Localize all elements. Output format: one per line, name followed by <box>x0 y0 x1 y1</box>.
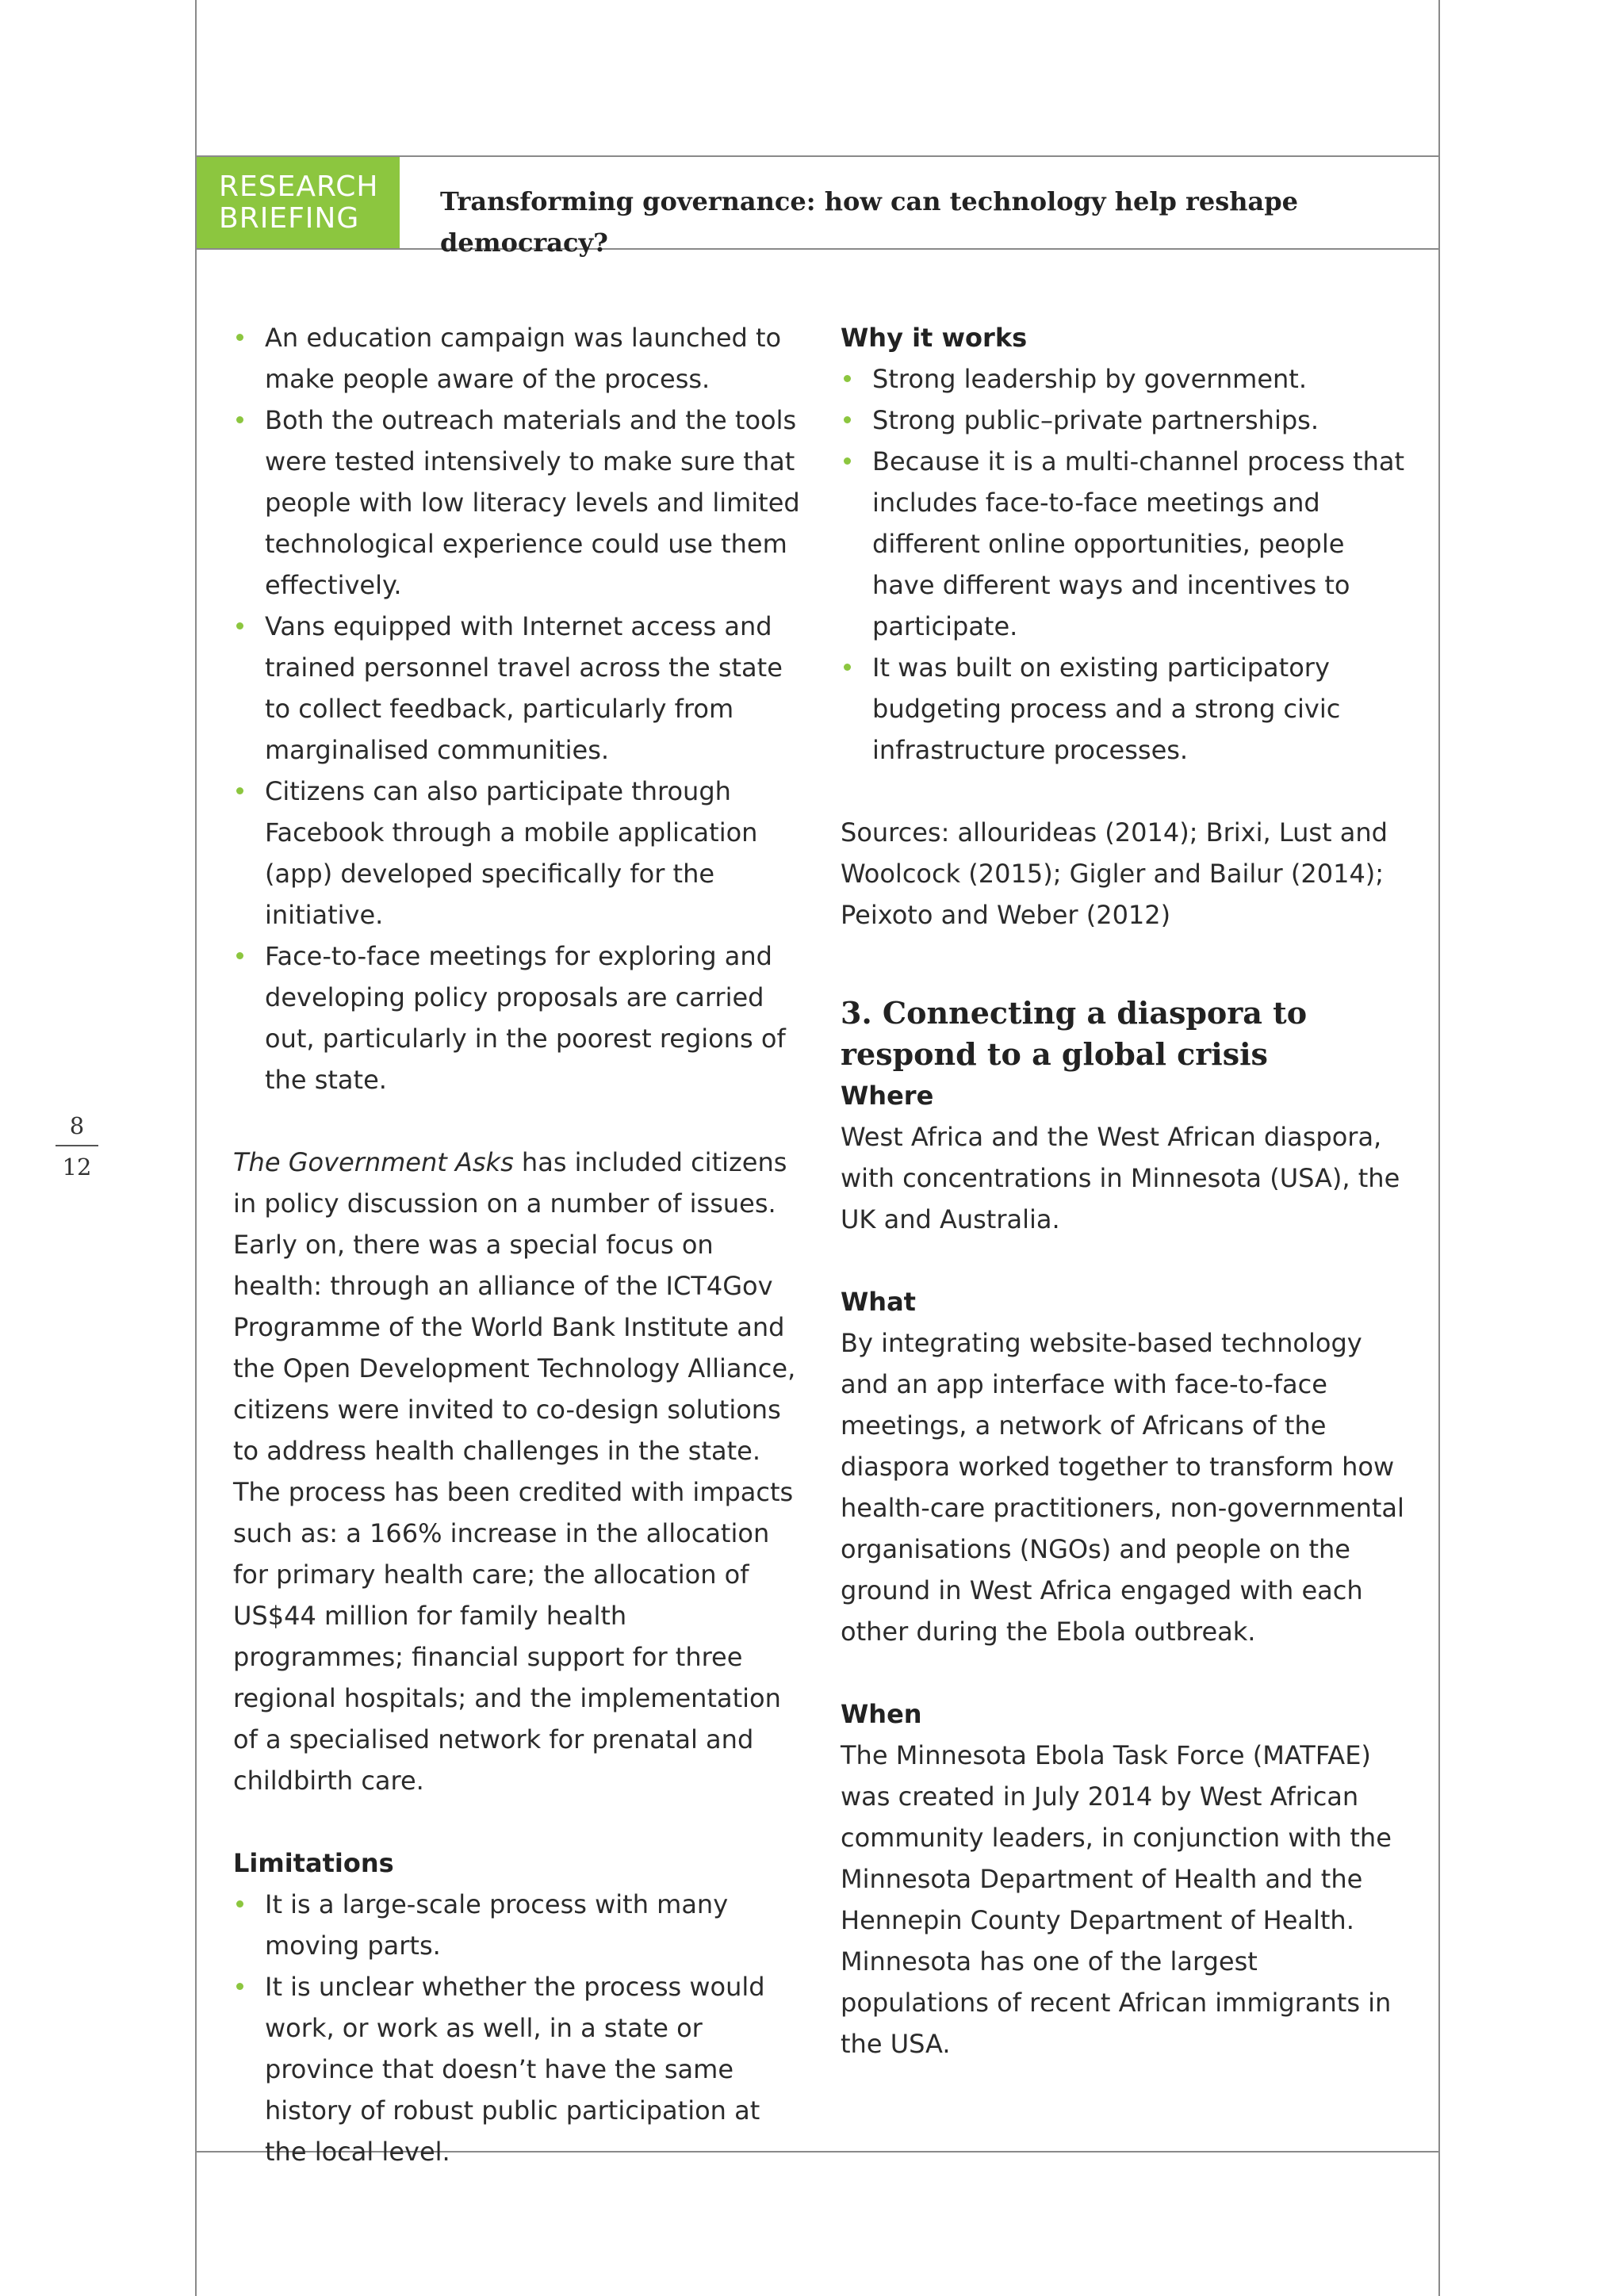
right-column <box>841 317 1411 2064</box>
list-item: Both the outreach materials and the tools were tested intensively to make sure that people with low literacy levels and limited technological experience could use them effectively. <box>233 400 804 606</box>
where-heading: Where <box>841 1081 934 1111</box>
impact-paragraph <box>233 1142 804 1801</box>
what-text: By integrating website-based technology and an app interface with face-to-face meetings, a network of Africans of the diaspora worked together to transform how health-care practitioners, non-governmental organisations (NGOs) and people on the ground in West Africa engaged with each other during the Ebola outbreak. <box>841 1328 1404 1647</box>
initiative-name: The Government Asks <box>233 1147 514 1177</box>
document-title: Transforming governance: how can technology help reshape democracy? <box>440 186 1299 258</box>
process-bullet-list <box>233 317 804 1100</box>
current-page: 8 <box>69 1112 85 1139</box>
page-frame-left-rule <box>195 0 197 2296</box>
impact-text: has included citizens in policy discussion on a number of issues. Early on, there was a special focus on health: through an alliance of the ICT4Gov Programme of the World Bank Institute and the Open Development Technology Alliance, citizens were invited to co-design solutions to address health challenges in the state. The process has been credited with impacts such as: a 166% increase in the allocation for primary health care; the allocation of US$44 million for family health programmes; financial support for three regional hospitals; and the implementation of a specialised network for prenatal and childbirth care. <box>233 1147 796 1796</box>
section-heading: 3. Connecting a diaspora to respond to a global crisis <box>841 995 1308 1072</box>
when-text: The Minnesota Ebola Task Force (MATFAE) was created in July 2014 by West African community leaders, in conjunction with the Minnesota Department of Health and the Hennepin County Department of Health. Minnesota has one of the largest populations of recent African immigrants in the USA. <box>841 1740 1392 2059</box>
list-item: Face-to-face meetings for exploring and developing policy proposals are carried out, particularly in the poorest regions of the state. <box>233 936 804 1100</box>
limitations-heading: Limitations <box>233 1848 394 1878</box>
research-briefing-badge <box>197 157 400 248</box>
page-number-divider <box>56 1145 98 1146</box>
total-pages: 12 <box>62 1154 92 1181</box>
list-item: It is unclear whether the process would work, or work as well, in a state or province that doesn’t have the same history of robust public participation at the local level. <box>233 1966 804 2172</box>
list-item: Strong leadership by government. <box>841 358 1411 400</box>
where-text: West Africa and the West African diaspora, with concentrations in Minnesota (USA), the UK and Australia. <box>841 1122 1400 1234</box>
limitations-list <box>233 1884 804 2172</box>
badge-line-1: RESEARCH <box>219 170 379 203</box>
list-item: An education campaign was launched to make people aware of the process. <box>233 317 804 400</box>
why-it-works-heading: Why it works <box>841 323 1028 353</box>
list-item: Because it is a multi-channel process that includes face-to-face meetings and different online opportunities, people have different ways and incentives to participate. <box>841 441 1411 647</box>
list-item: Strong public–private partnerships. <box>841 400 1411 441</box>
what-heading: What <box>841 1287 916 1317</box>
list-item: Vans equipped with Internet access and trained personnel travel across the state to collect feedback, particularly from marginalised communities. <box>233 606 804 771</box>
list-item: Citizens can also participate through Facebook through a mobile application (app) developed specifically for the initiative. <box>233 771 804 936</box>
badge-line-2: BRIEFING <box>219 201 360 235</box>
page-frame-right-rule <box>1438 0 1440 2296</box>
page-number <box>56 1110 98 1183</box>
list-item: It is a large-scale process with many moving parts. <box>233 1884 804 1966</box>
left-column <box>233 317 804 2172</box>
list-item: It was built on existing participatory budgeting process and a strong civic infrastructure processes. <box>841 647 1411 771</box>
why-it-works-list <box>841 358 1411 771</box>
sources-text: Sources: allourideas (2014); Brixi, Lust and Woolcock (2015); Gigler and Bailur (2014); Peixoto and Weber (2012) <box>841 817 1388 930</box>
when-heading: When <box>841 1699 922 1729</box>
